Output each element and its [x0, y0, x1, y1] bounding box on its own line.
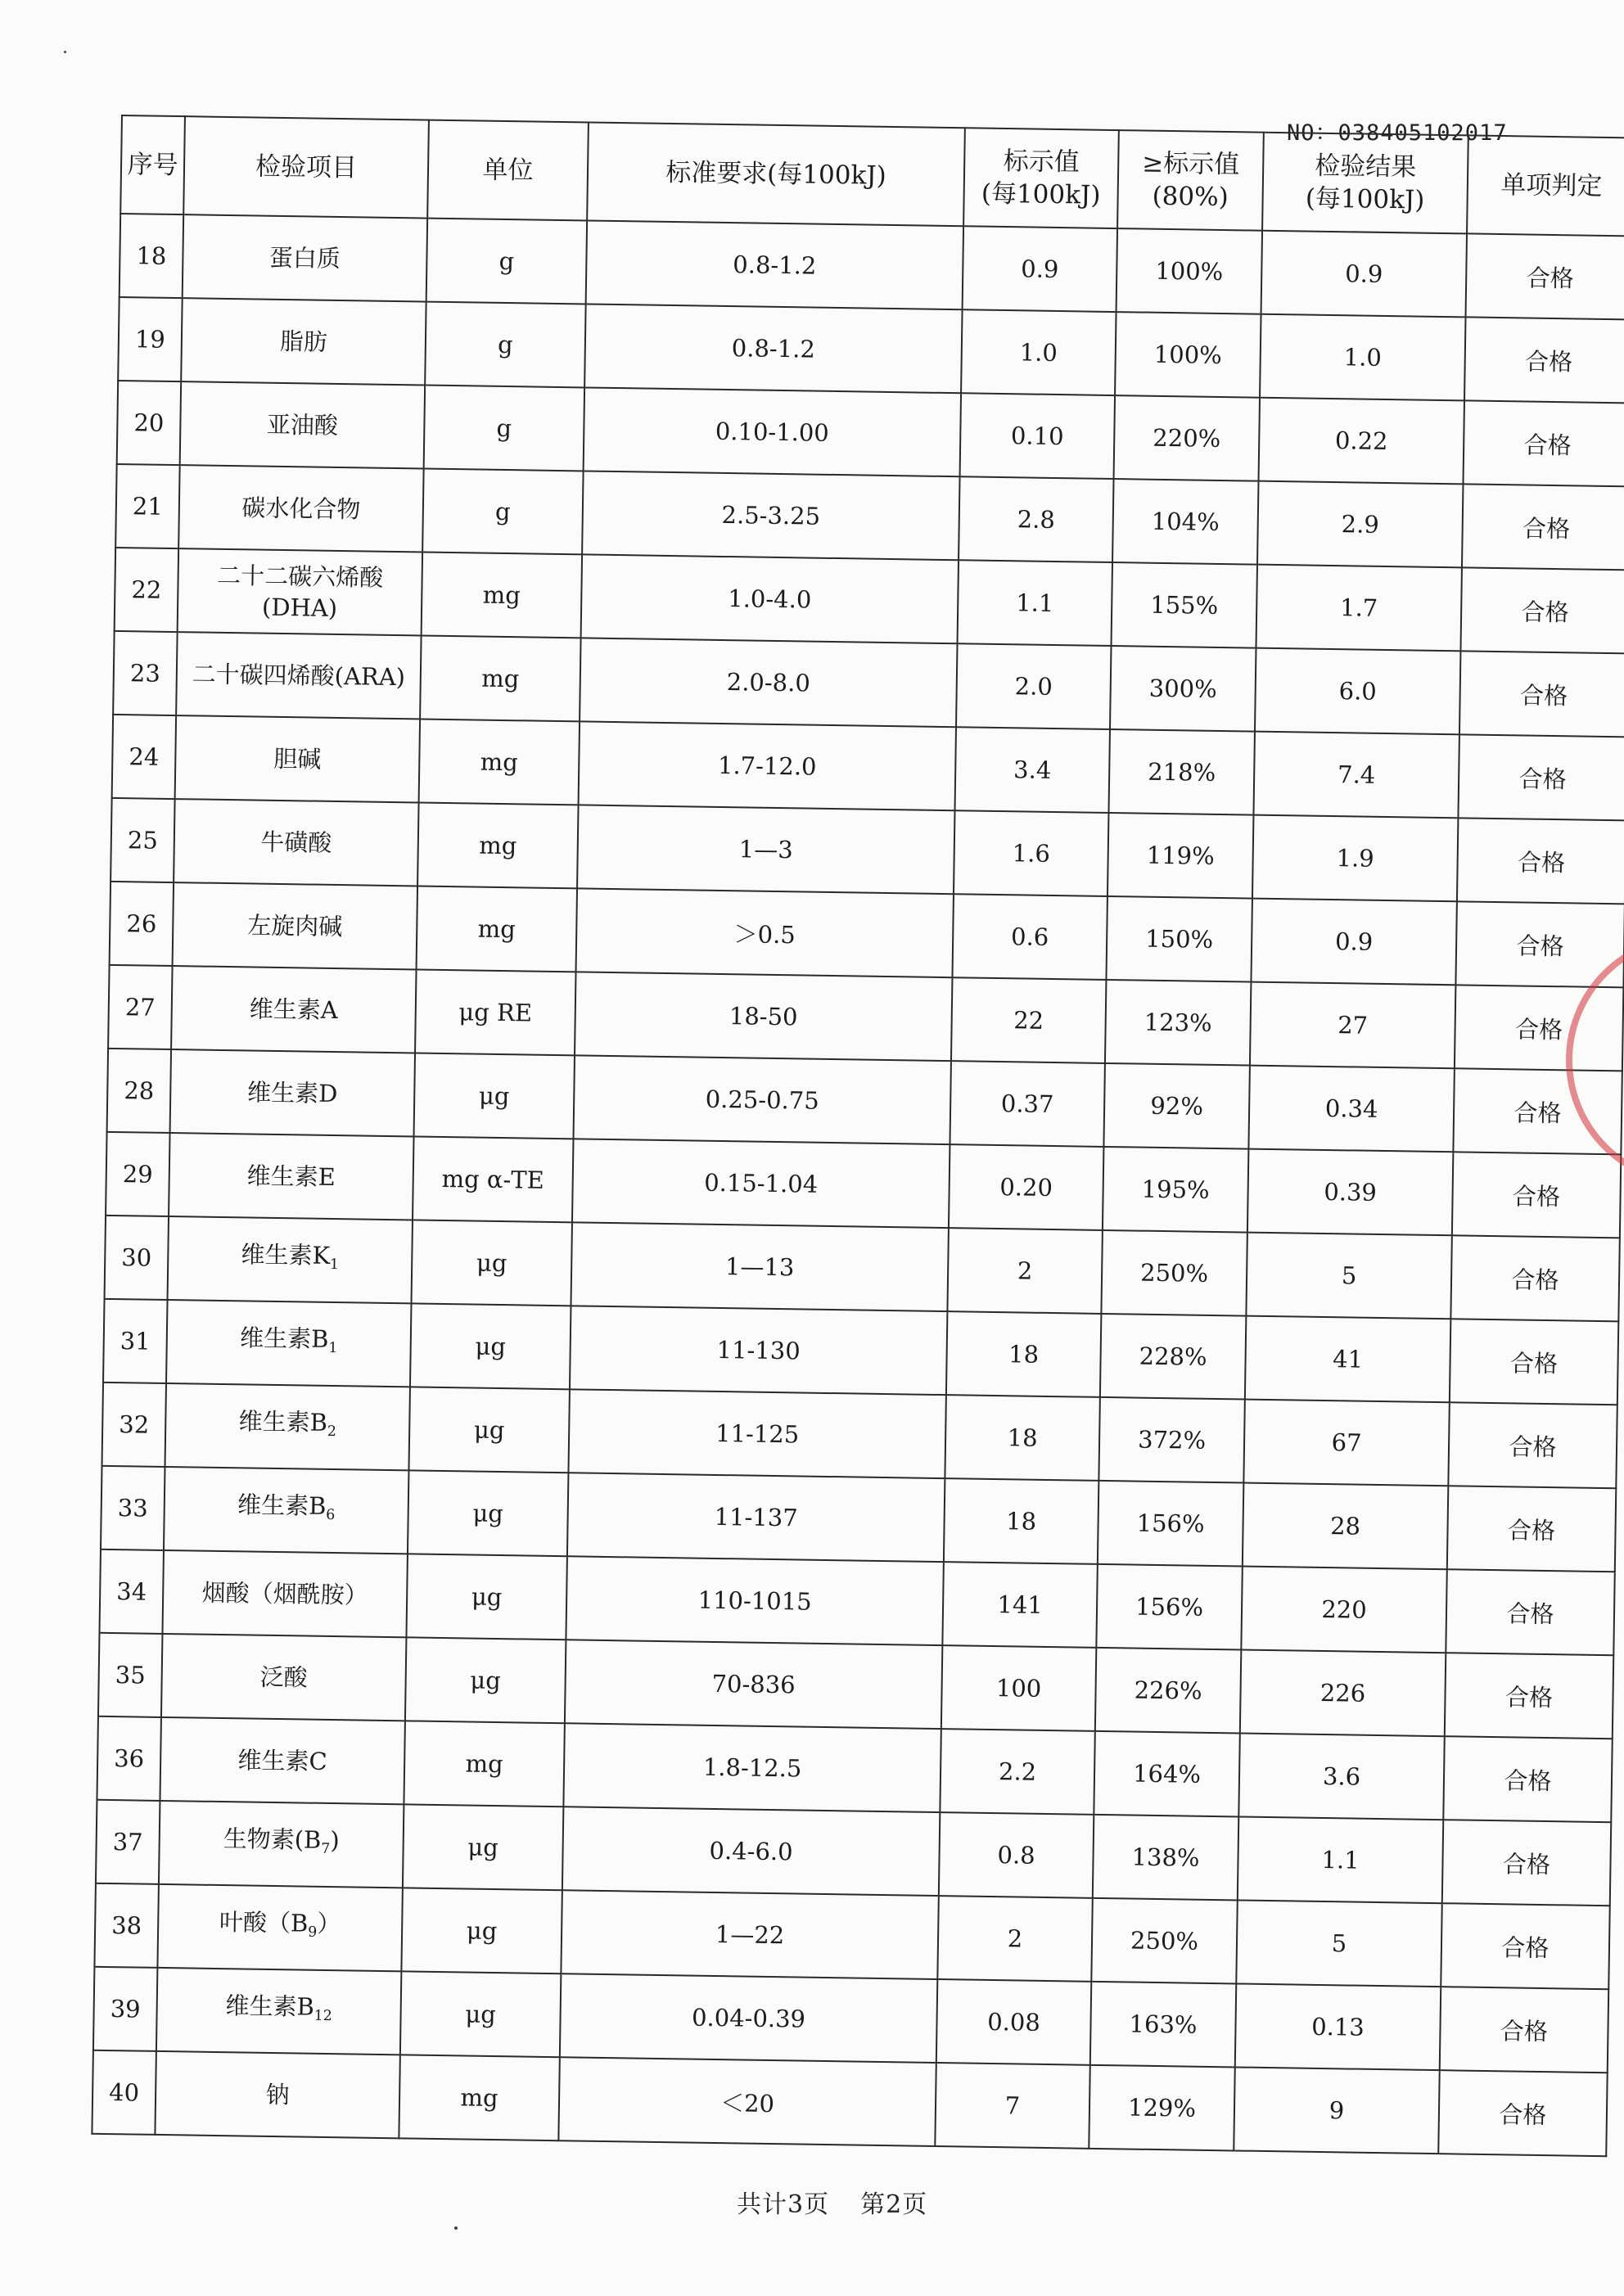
row-unit: μg [408, 1387, 569, 1473]
item-subscript: 12 [314, 2008, 332, 2025]
report-number: NO：038405102017 [1287, 120, 1508, 146]
row-ratio: 250% [1101, 1230, 1247, 1316]
item-name: 碳水化合物 [241, 494, 361, 524]
row-index: 33 [101, 1466, 165, 1550]
row-unit: μg [411, 1220, 571, 1306]
header-result-line2: (每100kJ) [1305, 183, 1425, 215]
row-label-value: 0.10 [960, 393, 1115, 479]
row-verdict: 合格 [1460, 567, 1624, 653]
row-unit: mg [419, 719, 580, 805]
row-result: 67 [1243, 1400, 1449, 1486]
row-index: 24 [112, 715, 177, 799]
header-ratio-line2: (80%) [1152, 181, 1229, 213]
item-name: 蛋白质 [268, 243, 341, 273]
row-label-value: 0.37 [950, 1061, 1104, 1147]
row-unit: g [426, 219, 587, 304]
row-result: 0.9 [1251, 899, 1456, 986]
row-item [178, 465, 423, 552]
row-unit: mg [399, 2055, 559, 2140]
row-ratio: 250% [1091, 1898, 1237, 1984]
row-index: 38 [94, 1883, 159, 1968]
row-verdict: 合格 [1458, 734, 1624, 820]
row-unit: μg [408, 1470, 568, 1556]
row-standard: 0.25-0.75 [573, 1055, 950, 1144]
item-name: 维生素K [241, 1240, 331, 1270]
row-ratio: 138% [1093, 1815, 1238, 1901]
row-standard: 0.8-1.2 [584, 304, 962, 393]
item-name: 生物素(B [223, 1825, 322, 1855]
row-item [162, 1550, 407, 1637]
row-label-value: 2 [947, 1228, 1102, 1314]
row-result: 0.9 [1261, 231, 1467, 318]
row-label-value: 0.8 [939, 1812, 1094, 1898]
row-result: 5 [1246, 1233, 1451, 1319]
row-unit: g [422, 469, 583, 555]
item-name: 维生素D [246, 1078, 338, 1108]
row-index: 19 [118, 297, 183, 381]
row-standard: 1.0-4.0 [581, 554, 959, 643]
row-standard: 2.0-8.0 [580, 638, 957, 727]
row-ratio: 220% [1114, 395, 1260, 481]
item-name: 维生素B [239, 1324, 329, 1354]
row-label-value: 2 [937, 1896, 1092, 1982]
header-label-line2: (每100kJ) [981, 178, 1101, 210]
row-item [171, 966, 416, 1053]
header-ratio-line1: ≥标示值 [1141, 148, 1240, 180]
item-name: 钠 [265, 2080, 290, 2109]
row-verdict: 合格 [1442, 1820, 1611, 1906]
row-verdict: 合格 [1446, 1569, 1614, 1655]
row-index: 23 [113, 631, 178, 715]
row-standard: 1.8-12.5 [563, 1723, 941, 1812]
header-result-line1: 检验结果 [1314, 151, 1417, 183]
row-ratio: 123% [1105, 980, 1251, 1066]
header-unit: 单位 [427, 120, 589, 221]
row-label-value: 0.9 [963, 226, 1117, 312]
row-verdict: 合格 [1462, 484, 1624, 570]
item-name: 叶酸（B [219, 1908, 309, 1938]
row-verdict: 合格 [1450, 1235, 1619, 1321]
item-subscript: 1 [329, 1256, 340, 1274]
item-subscript: 2 [327, 1423, 336, 1441]
row-label-value: 18 [946, 1311, 1101, 1397]
row-label-value: 0.20 [949, 1144, 1103, 1230]
row-result: 3.6 [1238, 1733, 1444, 1820]
row-index: 27 [108, 965, 173, 1049]
row-standard: ＞0.5 [576, 888, 954, 977]
row-index: 36 [97, 1716, 161, 1801]
item-name: 脂肪 [279, 327, 328, 356]
item-subscript: 1 [328, 1340, 338, 1357]
row-label-value: 100 [941, 1645, 1096, 1731]
row-verdict: 合格 [1457, 818, 1624, 904]
row-verdict: 合格 [1452, 1152, 1621, 1238]
row-index: 40 [92, 2050, 156, 2135]
row-item [156, 1968, 401, 2055]
row-result: 1.1 [1238, 1816, 1443, 1903]
row-item [174, 799, 418, 886]
header-label-line1: 标示值 [1003, 146, 1080, 178]
row-item [155, 2051, 399, 2138]
row-item [160, 1717, 404, 1804]
row-ratio: 164% [1094, 1731, 1239, 1817]
row-ratio: 156% [1096, 1564, 1242, 1650]
scan-speck [454, 2226, 458, 2230]
row-item [168, 1216, 413, 1303]
row-verdict: 合格 [1441, 1903, 1609, 1989]
row-unit: μg [410, 1303, 571, 1389]
row-verdict: 合格 [1453, 1068, 1622, 1154]
row-index: 22 [115, 548, 179, 632]
row-unit: μg [403, 1804, 563, 1890]
row-label-value: 7 [935, 2063, 1089, 2149]
row-result: 0.39 [1247, 1149, 1453, 1236]
row-label-value: 1.6 [954, 810, 1108, 896]
item-subscript: 9 [308, 1924, 318, 1942]
row-result: 226 [1240, 1650, 1446, 1737]
row-ratio: 218% [1108, 729, 1254, 815]
item-name: 泛酸 [259, 1662, 308, 1692]
row-verdict: 合格 [1440, 1987, 1608, 2073]
row-result: 41 [1245, 1316, 1450, 1403]
row-standard: 1—3 [577, 805, 954, 894]
row-standard: 11-137 [567, 1473, 945, 1562]
row-item [180, 381, 425, 468]
row-index: 31 [103, 1299, 168, 1383]
row-ratio: 195% [1103, 1147, 1248, 1233]
row-standard: 11-130 [570, 1306, 947, 1395]
row-standard: 0.15-1.04 [572, 1139, 950, 1228]
row-standard: 0.04-0.39 [560, 1973, 937, 2063]
row-ratio: 156% [1098, 1481, 1243, 1567]
row-item [175, 715, 420, 802]
row-ratio: 226% [1095, 1648, 1241, 1734]
row-standard: 18-50 [575, 972, 952, 1061]
row-item [178, 548, 422, 635]
row-index: 30 [105, 1216, 169, 1300]
row-result: 220 [1241, 1567, 1446, 1653]
row-ratio: 100% [1116, 228, 1262, 314]
item-name: 二十二碳六烯酸 [216, 561, 384, 592]
row-verdict: 合格 [1445, 1653, 1613, 1739]
row-index: 35 [98, 1633, 163, 1717]
row-label-value: 0.08 [936, 1979, 1091, 2065]
row-result: 1.9 [1252, 815, 1458, 902]
item-name: 维生素E [246, 1162, 336, 1192]
row-unit: mg [422, 553, 582, 638]
row-index: 21 [115, 464, 180, 548]
row-item [176, 632, 421, 719]
item-name: 维生素A [249, 995, 339, 1025]
row-result: 7.4 [1253, 732, 1459, 819]
item-name-line2: (DHA) [261, 593, 338, 622]
row-item [165, 1383, 409, 1470]
row-verdict: 合格 [1464, 317, 1624, 403]
row-unit: mg α-TE [413, 1136, 573, 1222]
row-index: 39 [93, 1967, 158, 2051]
row-verdict: 合格 [1448, 1402, 1617, 1488]
item-name: 烟酸（烟酰胺） [201, 1578, 368, 1609]
row-unit: μg [405, 1637, 566, 1723]
row-unit: g [425, 302, 585, 388]
row-item [183, 214, 427, 301]
row-index: 25 [111, 798, 175, 882]
header-ratio [1117, 130, 1264, 231]
row-item [169, 1133, 413, 1220]
header-result [1262, 133, 1468, 234]
row-label-value: 18 [945, 1395, 1099, 1481]
row-label-value: 1.1 [958, 560, 1112, 646]
row-index: 28 [107, 1049, 172, 1133]
row-item [170, 1049, 415, 1136]
row-standard: 2.5-3.25 [582, 471, 959, 560]
row-result: 9 [1234, 2067, 1439, 2154]
row-label-value: 22 [951, 977, 1106, 1063]
row-standard: 0.8-1.2 [586, 220, 963, 309]
row-standard: 70-836 [565, 1640, 942, 1729]
scan-speck [64, 51, 66, 53]
row-item [164, 1467, 408, 1554]
row-item [157, 1884, 402, 1971]
item-name: 二十碳四烯酸(ARA) [192, 660, 406, 692]
item-tail: ） [317, 1910, 341, 1938]
row-standard: 1.7-12.0 [579, 721, 956, 810]
row-result: 0.34 [1248, 1066, 1454, 1153]
row-unit: μg RE [415, 969, 575, 1055]
row-verdict: 合格 [1466, 233, 1624, 319]
page-footer [737, 2184, 959, 2220]
row-index: 29 [106, 1132, 170, 1216]
row-unit: mg [417, 802, 578, 888]
row-unit: mg [420, 636, 580, 722]
row-standard: 0.10-1.00 [584, 387, 961, 476]
row-result: 0.13 [1235, 1983, 1441, 2070]
row-label-value: 2.2 [940, 1729, 1094, 1815]
item-name: 维生素B [225, 1992, 315, 2022]
row-verdict: 合格 [1450, 1319, 1618, 1405]
row-index: 20 [117, 381, 182, 465]
row-verdict: 合格 [1447, 1486, 1616, 1572]
row-ratio: 228% [1100, 1314, 1246, 1400]
row-index: 37 [96, 1800, 160, 1884]
item-name: 维生素B [237, 1491, 327, 1521]
row-result: 1.7 [1256, 565, 1461, 652]
row-ratio: 92% [1103, 1063, 1249, 1149]
row-standard: 11-125 [568, 1389, 945, 1478]
row-index: 26 [110, 882, 174, 966]
header-index: 序号 [120, 115, 185, 214]
row-label-value: 18 [944, 1478, 1098, 1564]
item-name: 左旋肉碱 [247, 911, 343, 941]
header-verdict: 单项判定 [1467, 135, 1624, 236]
row-unit: g [424, 386, 584, 471]
header-standard: 标准要求(每100kJ) [587, 122, 965, 226]
row-index: 34 [99, 1549, 164, 1634]
row-item [173, 882, 417, 969]
row-result: 2.9 [1257, 481, 1463, 568]
row-verdict: 合格 [1455, 985, 1623, 1071]
item-subscript: 6 [326, 1507, 336, 1524]
item-name: 胆碱 [273, 744, 322, 774]
total-pages: 共计3页 [737, 2190, 830, 2219]
row-ratio: 150% [1106, 896, 1252, 982]
inspection-table [91, 115, 1624, 2157]
row-ratio: 129% [1089, 2065, 1234, 2151]
row-ratio: 372% [1098, 1397, 1244, 1483]
row-result: 27 [1250, 982, 1455, 1069]
row-index: 32 [102, 1383, 167, 1467]
row-standard: ＜20 [558, 2057, 936, 2146]
row-label-value: 1.0 [961, 309, 1116, 395]
row-ratio: 163% [1090, 1982, 1236, 2068]
header-item: 检验项目 [183, 116, 429, 218]
row-result: 1.0 [1260, 314, 1465, 401]
row-label-value: 3.4 [954, 727, 1109, 813]
row-index: 18 [120, 214, 184, 298]
row-item [159, 1801, 404, 1888]
item-subscript: 7 [321, 1841, 331, 1858]
row-label-value: 2.8 [959, 476, 1113, 562]
row-unit: μg [401, 1888, 562, 1973]
row-ratio: 119% [1107, 813, 1253, 899]
row-verdict: 合格 [1438, 2070, 1607, 2156]
row-ratio: 104% [1112, 479, 1258, 565]
row-verdict: 合格 [1455, 901, 1624, 987]
current-page: 第2页 [860, 2190, 928, 2219]
row-result: 5 [1236, 1900, 1441, 1987]
row-result: 6.0 [1255, 648, 1460, 735]
row-unit: μg [406, 1554, 566, 1640]
row-standard: 1—22 [561, 1890, 938, 1979]
row-label-value: 141 [942, 1562, 1097, 1648]
row-verdict: 合格 [1443, 1736, 1612, 1822]
item-tail: ) [330, 1826, 341, 1855]
row-unit: μg [400, 1971, 561, 2057]
row-ratio: 100% [1115, 312, 1261, 398]
row-verdict: 合格 [1463, 400, 1624, 486]
row-label-value: 0.6 [952, 894, 1107, 980]
row-result: 28 [1243, 1483, 1448, 1570]
header-label-value [963, 128, 1119, 228]
item-name: 亚油酸 [266, 410, 339, 440]
row-unit: mg [417, 886, 577, 972]
row-ratio: 155% [1112, 562, 1257, 648]
row-result: 0.22 [1259, 398, 1464, 485]
row-label-value: 2.0 [956, 643, 1111, 729]
row-standard: 1—13 [571, 1222, 948, 1311]
row-item [166, 1300, 411, 1387]
row-unit: μg [414, 1053, 575, 1139]
row-unit: mg [404, 1721, 564, 1807]
row-item [181, 298, 426, 385]
row-item [161, 1634, 406, 1721]
row-ratio: 300% [1110, 646, 1256, 732]
row-verdict: 合格 [1459, 651, 1624, 737]
item-name: 牛磺酸 [260, 828, 332, 857]
item-name: 维生素B [238, 1407, 328, 1437]
row-standard: 110-1015 [566, 1556, 943, 1645]
item-name: 维生素C [237, 1746, 328, 1775]
row-standard: 0.4-6.0 [562, 1807, 940, 1896]
